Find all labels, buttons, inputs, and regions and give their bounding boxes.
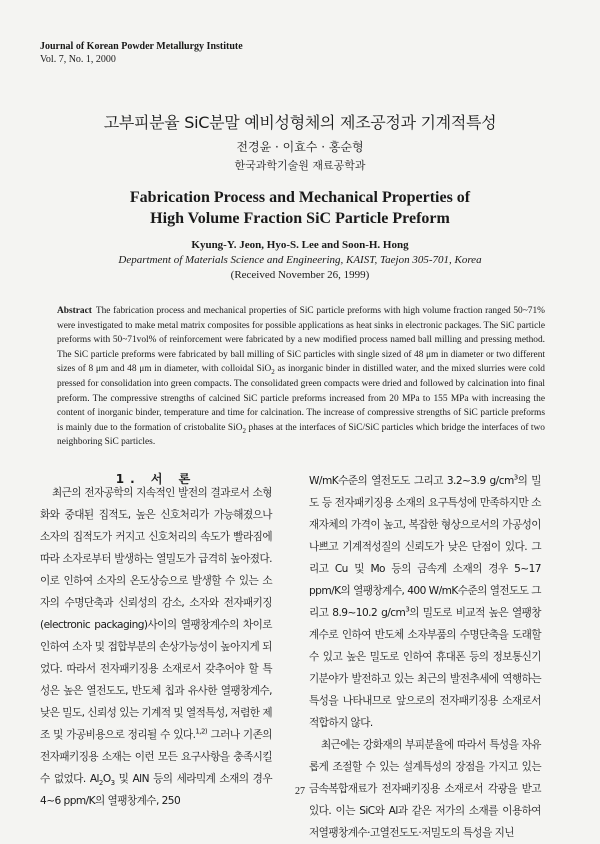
paragraph <box>40 482 272 812</box>
title-korean: 고부피분율 SiC분말 예비성형체의 제조공정과 기계적특성 <box>103 113 497 132</box>
section-heading-introduction: 1. 서 론 <box>115 472 197 486</box>
title-english-line2: High Volume Fraction SiC Particle Preform <box>150 210 450 227</box>
text-run: 및 AlN 등의 세라믹계 소재의 경우 4~6 ppm/K의 열팽창계수, 250 <box>40 773 273 807</box>
affiliation-english: Department of Materials Science and Engineering, KAIST, Taejon 305-701, Korea <box>118 254 482 266</box>
text-run: 그러나 기존의 전자패키징용 소재는 이런 모든 요구사항을 충족시킬 수 없었다. Al <box>40 729 272 785</box>
paragraph: 최근에는 강화재의 부피분율에 따라서 특성을 자유롭게 조절할 수 있는 설계특성의 장점을 가지고 있는 금속복합재료가 전자패키징용 소재로서 각광을 받고 있다. 이는 SiC와 Al과 같은 저가의 소재를 이용하여 저열팽창계수·고열전도도·저밀도의 특성을 지닌 <box>309 739 541 839</box>
title-english <box>0 187 600 229</box>
abstract-text-1: The fabrication process and mechanical properties of SiC particle preforms with high volume fraction ranged 50~71% were investigated to make metal matrix composites for possible applications as heat sinks in electronic packages. The SiC particle preforms with 50~71vol% of reinforcement were fabricated by a new modified process named ball milling and pressing method. The SiC particle preforms were fabricated by ball milling of SiC particles with single sized of 48 μm in diameter or two different sizes of 8 μm and 48 μm in diameter, with colloidal SiO <box>57 306 545 375</box>
title-english-line1: Fabrication Process and Mechanical Properties of <box>129 189 471 206</box>
text-run: W/mK수준의 열전도도 그리고 3.2~3.9 g/cm <box>309 475 514 487</box>
authors-english: Kyung-Y. Jeon, Hyo-S. Lee and Soon-H. Hong <box>191 239 409 251</box>
reference-superscript: 1,2) <box>195 727 208 736</box>
journal-header <box>40 40 243 66</box>
superscript: 3 <box>405 605 410 614</box>
paragraph <box>309 470 541 734</box>
abstract-text-2: as inorganic binder in distilled water, and the mixed slurries were cold pressed for consolidation into green compacts. The consolidated green compacts were dried and followed by calcination into final preform. The compressive strengths of calcined SiC particle preforms increased from 20 MPa to 155 MPa with increasing the content of inorganic binder, temperature and time for calcination. The increase of compressive strengths of SiC particle preforms is mainly due to the formation of cristobalite SiO <box>57 364 545 433</box>
left-column <box>40 482 272 812</box>
abstract-sub-2: 2 <box>242 426 247 435</box>
subscript: 2 <box>98 779 103 788</box>
journal-volume: Vol. 7, No. 1, 2000 <box>40 54 116 65</box>
received-date: (Received November 26, 1999) <box>230 269 370 281</box>
abstract-sub-1: 2 <box>271 368 275 377</box>
text-run: O <box>102 773 111 785</box>
abstract <box>57 304 545 450</box>
superscript: 3 <box>513 473 518 482</box>
authors-korean: 전경윤 · 이효수 · 홍순형 <box>236 140 364 154</box>
subscript: 3 <box>110 779 115 788</box>
abstract-text-3: phases at the interfaces of SiC/SiC particles which bridge the interfaces of two neighboring SiC particles. <box>57 422 545 448</box>
abstract-label: Abstract <box>57 306 92 316</box>
text-run: 의 밀도로 비교적 높은 열팽창계수로 인하여 반도체 소자부품의 수명단축을 도래할 수 있고 높은 밀도로 인하여 휴대폰 등의 정보통신기기분야가 발전하고 있는 최근의 발전추세에 역행하는 특성을 나타내므로 앞으로의 전자패키징용 소재로서 적합하지 않다. <box>309 607 541 729</box>
text-run: 최근의 전자공학의 지속적인 발전의 결과로서 소형화와 중대된 집적도, 높은 신호처리가 가능해졌으나 소자의 집적도가 커지고 신호처리의 속도가 빨라짐에 따라 소자로부터 발생하는 열밀도가 급격히 높아졌다. 이로 인하여 소자의 온도상승으로 발생할 수 있는 소자의 수명단축과 신뢰성의 감소, 소자와 전자패키징(electronic packaging)사이의 열팽창계수의 차이로 인하여 소자 및 접합부분의 손상가능성이 높아지게 되었다. 따라서 전자패키징용 소재로서 갖추어야 할 특성은 높은 열전도도, 반도체 칩과 유사한 열팽창계수, 낮은 밀도, 신뢰성 있는 기계적 및 열적특성, 저렴한 제조 및 가공비용으로 정리될 수 있다. <box>40 487 272 741</box>
page-number: 27 <box>295 786 305 797</box>
text-run: 의 밀도 등 전자패키징용 소재의 요구특성에 만족하지만 소재자체의 가격이 높고, 복잡한 형상으로서의 가공성이 나쁘고 기계적성질의 신뢰도가 낮은 단점이 있다. 그리고 Cu 및 Mo 등의 금속계 소재의 경우 5~17 ppm/K의 열팽창계수, 400 W/mK수준의 열전도도 그리고 8.9~10.2 g/cm <box>309 475 541 619</box>
journal-name: Journal of Korean Powder Metallurgy Institute <box>40 41 243 52</box>
affiliation-korean: 한국과학기술원 재료공학과 <box>234 159 366 172</box>
